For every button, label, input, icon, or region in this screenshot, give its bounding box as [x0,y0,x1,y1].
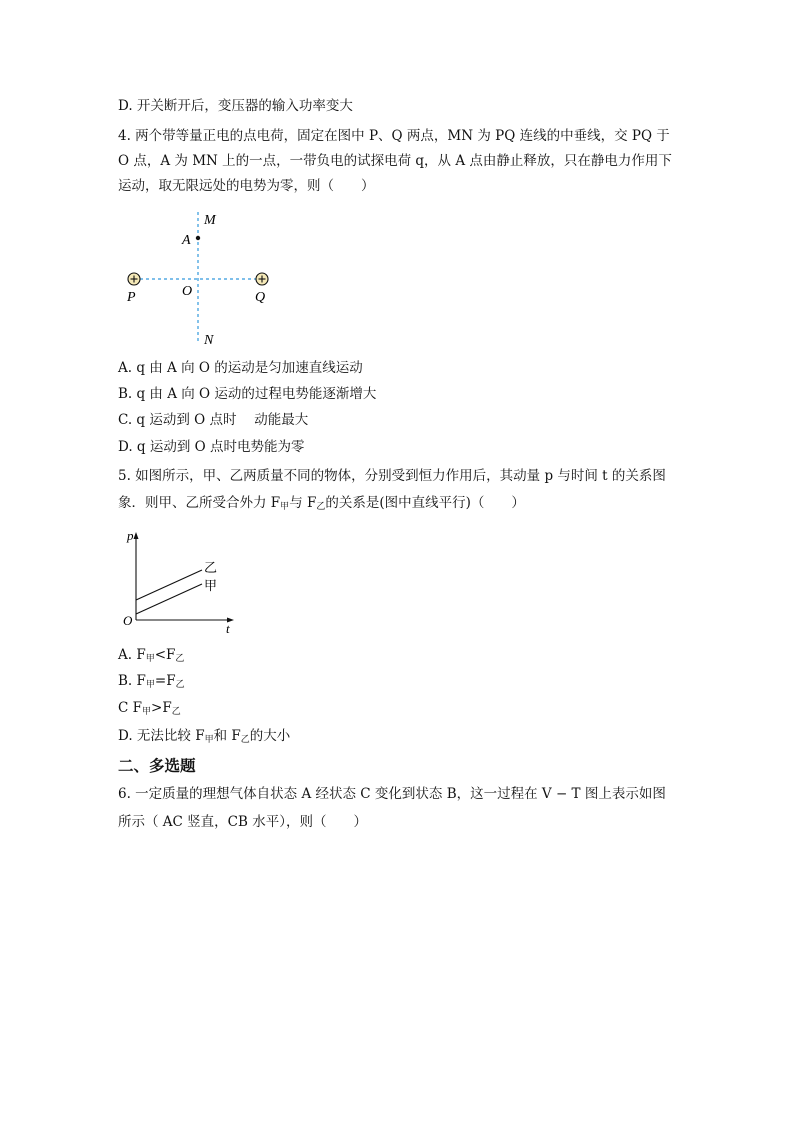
q4-option-a: A. q 由 A 向 O 的运动是匀加速直线运动 [118,360,363,376]
q4-stem-line2: O 点，A 为 MN 上的一点，一带负电的试探电荷 q，从 A 点由静止释放，只在静电力作用下 [118,153,672,169]
charge-q-icon [256,273,268,285]
label-n: N [204,333,214,348]
section-heading-multiple-choice: 二、多选题 [118,757,196,775]
label-yi: 乙 [204,560,218,575]
q5-option-d: D. 无法比较 $F_甲$和 $F_乙$的大小 [118,728,291,745]
point-a-dot [196,236,200,240]
q4-option-b: B. q 由 A 向 O 运动的过程电势能逐渐增大 [118,386,377,402]
q5-momentum-time-graph [118,524,248,636]
q4-option-d: D. q 运动到 O 点时电势能为零 [118,439,305,455]
q6-stem-line1: 6. 一定质量的理想气体自状态 A 经状态 C 变化到状态 B，这一过程在 V − T 图上表示如图 [118,786,666,802]
label-o: O [182,284,193,299]
label-m: M [204,213,216,228]
q5-stem-line2: 象．则甲、乙所受合外力 $F_甲$与 $F_乙$的关系是(图中直线平行)（ ） [118,495,525,512]
label-q: Q [255,290,266,305]
q5-option-a: A. $F_甲<F_乙$ [118,647,185,664]
q5-option-c: C $F_甲>F_乙$ [118,700,181,717]
q3-option-d: D. 开关断开后，变压器的输入功率变大 [118,98,353,114]
q5-stem-line1: 5. 如图所示，甲、乙两质量不同的物体，分别受到恒力作用后，其动量 p 与时间 t 的关系图 [118,468,666,484]
q4-option-c: C. q 运动到 O 点时 动能最大 [118,412,309,428]
q4-charge-diagram [118,206,298,354]
q4-stem-line1: 4. 两个带等量正电的点电荷，固定在图中 P、Q 两点，MN 为 PQ 连线的中垂线，交 PQ 于 [118,128,670,144]
label-p: P [127,290,136,305]
q5-option-b: B. $F_甲=F_乙$ [118,673,185,690]
label-jia: 甲 [204,578,218,593]
label-origin: O [123,613,133,628]
label-a: A [182,233,191,248]
q6-stem-line2: 所示（ AC 竖直，CB 水平），则（ ） [118,814,367,830]
charge-p-icon [128,273,140,285]
line-yi [136,570,202,600]
q4-stem-line3: 运动，取无限远处的电势为零，则（ ） [118,178,375,194]
label-p-axis: p [127,528,134,543]
line-jia [136,584,202,614]
label-t-axis: t [226,621,230,636]
